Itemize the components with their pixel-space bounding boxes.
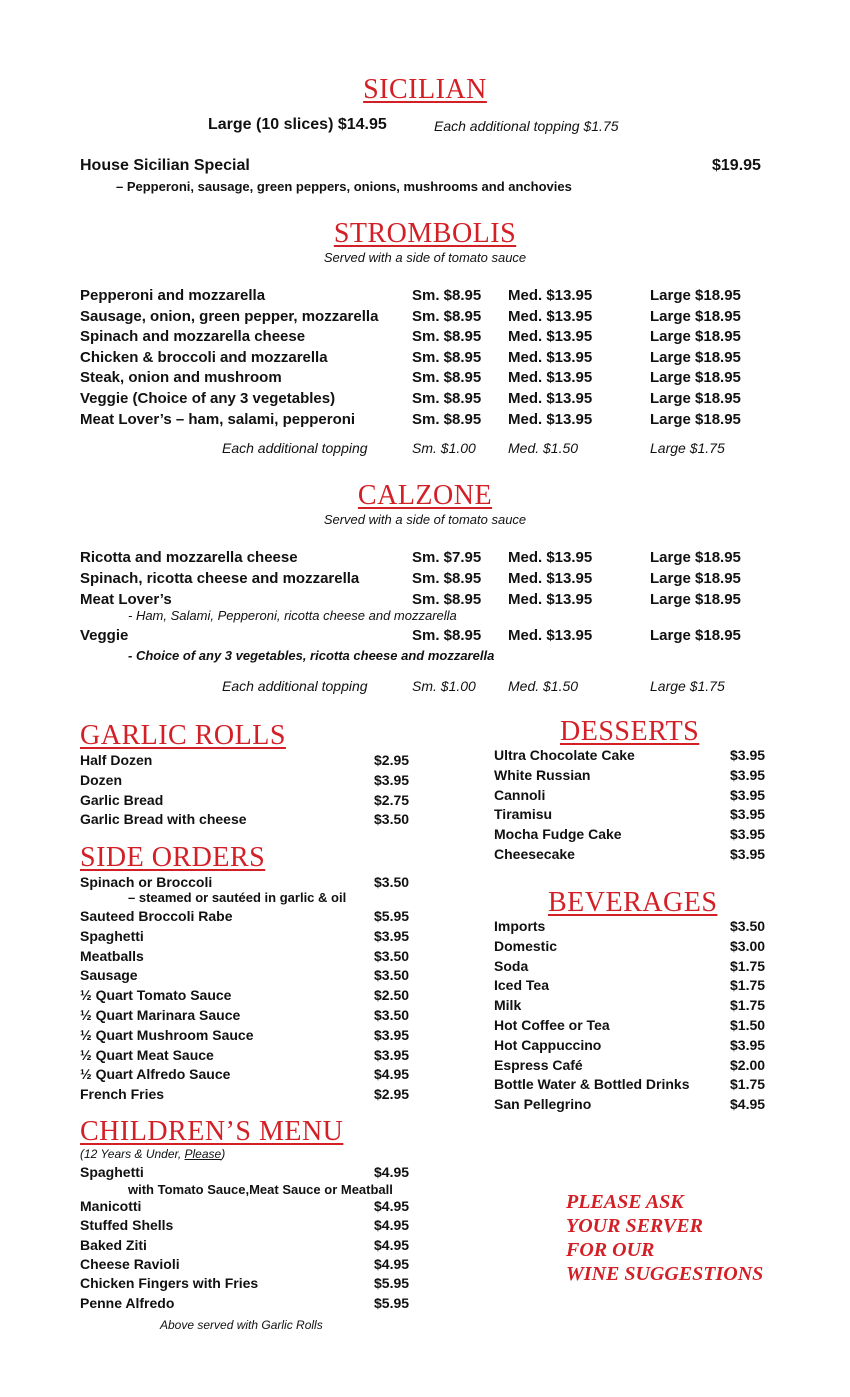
beverage-item-name: Bottle Water & Bottled Drinks — [494, 1076, 690, 1093]
stromboli-item-name: Sausage, onion, green pepper, mozzarella — [80, 307, 379, 325]
calzone-item-small-price: Sm. $7.95 — [412, 549, 482, 566]
stromboli-topping-large: Large $1.75 — [650, 440, 725, 456]
stromboli-item-small-price: Sm. $8.95 — [412, 390, 482, 407]
stromboli-item-small-price: Sm. $8.95 — [412, 328, 482, 346]
beverage-item-price: $1.75 — [730, 997, 766, 1014]
childrens-item-name: Cheese Ravioli — [80, 1255, 180, 1272]
stromboli-item-name: Meat Lover’s – ham, salami, pepperoni — [80, 410, 356, 428]
garlic-roll-item-name: Garlic Bread with cheese — [80, 811, 247, 828]
garlic-roll-item-name: Dozen — [80, 771, 122, 788]
dessert-item-name: Cheesecake — [494, 846, 575, 862]
stromboli-item-large-price: Large $18.95 — [650, 287, 741, 304]
garlic-roll-item-price: $2.75 — [374, 791, 410, 808]
side-order-item-name: Meatballs — [80, 947, 144, 964]
beverage-item-price: $3.50 — [730, 918, 766, 934]
calzone-item-medium-price: Med. $13.95 — [508, 591, 593, 608]
calzone-meat-lovers-description: - Ham, Salami, Pepperoni, ricotta cheese and mozzarella — [128, 608, 457, 623]
stromboli-item-large-price: Large $18.95 — [650, 369, 741, 387]
side-order-item-price: $3.50 — [374, 967, 410, 984]
calzone-item-large-price: Large $18.95 — [650, 591, 741, 608]
beverages-heading: BEVERAGES — [548, 887, 718, 918]
calzone-item-small-price: Sm. $8.95 — [412, 627, 482, 644]
childrens-item-price: $4.95 — [374, 1198, 410, 1214]
side-order-item-name: ½ Quart Meat Sauce — [80, 1046, 214, 1063]
wine-note-line: PLEASE ASK — [566, 1191, 684, 1213]
side-order-item-name: French Fries — [80, 1086, 165, 1103]
childrens-item-price: $4.95 — [374, 1217, 410, 1234]
dessert-item-name: Cannoli — [494, 786, 546, 803]
wine-suggestions-note — [566, 1190, 763, 1286]
dessert-item-name: Tiramisu — [494, 806, 553, 823]
calzone-topping-medium: Med. $1.50 — [508, 678, 579, 694]
house-sicilian-special-name: House Sicilian Special — [80, 157, 250, 174]
strombolis-subtitle: Served with a side of tomato sauce — [323, 250, 527, 265]
dessert-item-price: $3.95 — [730, 806, 766, 823]
beverage-item-name: Iced Tea — [494, 977, 549, 994]
childrens-item-name: Chicken Fingers with Fries — [80, 1275, 259, 1292]
side-order-item-price: $2.50 — [374, 987, 410, 1004]
stromboli-item-name: Spinach and mozzarella cheese — [80, 328, 306, 346]
beverage-item-name: Milk — [494, 997, 522, 1014]
childrens-item-name: Penne Alfredo — [80, 1294, 175, 1311]
stromboli-topping-medium: Med. $1.50 — [508, 440, 579, 456]
beverage-item-name: Domestic — [494, 937, 558, 954]
stromboli-topping-small: Sm. $1.00 — [412, 440, 476, 456]
dessert-item-price: $3.95 — [730, 826, 766, 843]
dessert-item-price: $3.95 — [730, 786, 766, 803]
beverage-item-name: Imports — [494, 918, 546, 934]
house-sicilian-special-description: – Pepperoni, sausage, green peppers, onions, mushrooms and anchovies — [116, 179, 572, 194]
childrens-item-price: $4.95 — [374, 1236, 410, 1253]
stromboli-item-large-price: Large $18.95 — [650, 328, 741, 346]
side-order-item-price: $4.95 — [374, 1066, 410, 1083]
garlic-roll-item-price: $3.50 — [374, 811, 410, 828]
childrens-age-note-prefix: (12 Years & Under, — [80, 1147, 185, 1161]
stromboli-item-large-price: Large $18.95 — [650, 307, 741, 325]
childrens-menu-heading: CHILDREN’S MENU — [80, 1116, 344, 1147]
calzone-item-small-price: Sm. $8.95 — [412, 591, 482, 608]
side-order-item-name: Sauteed Broccoli Rabe — [80, 908, 233, 924]
side-spinach-broccoli-description: – steamed or sautéed in garlic & oil — [128, 890, 347, 905]
garlic-roll-item-name: Garlic Bread — [80, 791, 164, 808]
stromboli-item-medium-price: Med. $13.95 — [508, 369, 593, 387]
beverage-item-price: $1.75 — [730, 957, 766, 974]
side-spinach-broccoli-price: $3.50 — [374, 874, 410, 890]
side-order-item-price: $3.50 — [374, 1007, 410, 1023]
calzone-topping-small: Sm. $1.00 — [412, 678, 476, 694]
dessert-item-price: $3.95 — [730, 766, 766, 783]
side-spinach-broccoli-name: Spinach or Broccoli — [80, 874, 213, 890]
wine-note-line: FOR OUR — [566, 1239, 655, 1261]
childrens-item-price: $5.95 — [374, 1294, 410, 1311]
side-order-item-name: ½ Quart Marinara Sauce — [80, 1007, 241, 1023]
beverage-item-price: $1.75 — [730, 1076, 766, 1093]
childrens-age-note-suffix: ) — [221, 1147, 226, 1161]
calzone-item-large-price: Large $18.95 — [650, 627, 741, 644]
garlic-roll-item-price: $2.95 — [374, 752, 410, 768]
childrens-menu-footer: Above served with Garlic Rolls — [160, 1318, 323, 1332]
calzone-topping-label: Each additional topping — [222, 678, 368, 694]
beverage-item-price: $1.75 — [730, 977, 766, 994]
calzone-item-medium-price: Med. $13.95 — [508, 627, 593, 644]
stromboli-item-medium-price: Med. $13.95 — [508, 287, 593, 304]
stromboli-item-medium-price: Med. $13.95 — [508, 307, 593, 325]
calzone-heading: CALZONE — [357, 480, 493, 511]
calzone-item-medium-price: Med. $13.95 — [508, 570, 593, 587]
beverage-item-price: $2.00 — [730, 1056, 766, 1073]
dessert-item-price: $3.95 — [730, 846, 766, 862]
children-spaghetti-name: Spaghetti — [80, 1164, 144, 1180]
calzone-item-small-price: Sm. $8.95 — [412, 570, 482, 587]
calzone-item-name: Veggie — [80, 627, 129, 644]
beverage-item-price: $4.95 — [730, 1096, 766, 1113]
garlic-roll-item-price: $3.95 — [374, 771, 410, 788]
strombolis-heading: STROMBOLIS — [333, 218, 517, 249]
stromboli-item-large-price: Large $18.95 — [650, 410, 741, 428]
stromboli-item-large-price: Large $18.95 — [650, 348, 741, 366]
side-order-item-price: $3.95 — [374, 1026, 410, 1043]
calzone-item-name: Ricotta and mozzarella cheese — [80, 549, 298, 566]
calzone-item-medium-price: Med. $13.95 — [508, 549, 593, 566]
dessert-item-name: White Russian — [494, 766, 591, 783]
side-order-item-name: ½ Quart Mushroom Sauce — [80, 1026, 254, 1043]
childrens-age-note — [80, 1147, 225, 1161]
calzone-item-name: Meat Lover’s — [80, 591, 172, 608]
childrens-item-price: $4.95 — [374, 1255, 410, 1272]
stromboli-item-large-price: Large $18.95 — [650, 390, 741, 407]
stromboli-item-small-price: Sm. $8.95 — [412, 410, 482, 428]
childrens-age-note-please: Please — [184, 1147, 222, 1161]
beverage-item-name: Hot Coffee or Tea — [494, 1017, 610, 1033]
dessert-item-price: $3.95 — [730, 747, 766, 763]
sicilian-heading: SICILIAN — [363, 74, 487, 105]
calzone-item-name: Spinach, ricotta cheese and mozzarella — [80, 570, 360, 587]
side-order-item-price: $2.95 — [374, 1086, 410, 1103]
side-orders-heading: SIDE ORDERS — [80, 842, 266, 873]
wine-note-line: WINE SUGGESTIONS — [566, 1263, 764, 1285]
beverage-item-name: Hot Cappuccino — [494, 1036, 602, 1053]
calzone-item-large-price: Large $18.95 — [650, 570, 741, 587]
wine-note-line: YOUR SERVER — [566, 1215, 703, 1237]
calzone-item-large-price: Large $18.95 — [650, 549, 741, 566]
sicilian-large-price: Large (10 slices) $14.95 — [208, 116, 387, 133]
stromboli-item-name: Steak, onion and mushroom — [80, 369, 282, 387]
garlic-roll-item-name: Half Dozen — [80, 752, 153, 768]
stromboli-item-small-price: Sm. $8.95 — [412, 348, 482, 366]
stromboli-item-small-price: Sm. $8.95 — [412, 287, 482, 304]
stromboli-item-medium-price: Med. $13.95 — [508, 328, 593, 346]
garlic-rolls-heading: GARLIC ROLLS — [80, 720, 286, 751]
side-order-item-name: ½ Quart Tomato Sauce — [80, 987, 232, 1004]
side-order-item-name: ½ Quart Alfredo Sauce — [80, 1066, 231, 1083]
children-spaghetti-description: with Tomato Sauce,Meat Sauce or Meatball — [128, 1182, 393, 1197]
side-order-item-price: $3.95 — [374, 927, 410, 944]
sicilian-topping-price: Each additional topping $1.75 — [434, 118, 619, 134]
dessert-item-name: Ultra Chocolate Cake — [494, 747, 635, 763]
side-order-item-name: Spaghetti — [80, 927, 144, 944]
childrens-item-name: Manicotti — [80, 1198, 142, 1214]
stromboli-item-medium-price: Med. $13.95 — [508, 410, 593, 428]
stromboli-item-name: Veggie (Choice of any 3 vegetables) — [80, 390, 336, 407]
side-order-item-name: Sausage — [80, 967, 138, 984]
beverage-item-price: $3.00 — [730, 937, 766, 954]
children-spaghetti-price: $4.95 — [374, 1164, 410, 1180]
stromboli-item-name: Pepperoni and mozzarella — [80, 287, 266, 304]
stromboli-item-small-price: Sm. $8.95 — [412, 307, 482, 325]
beverage-item-price: $1.50 — [730, 1017, 766, 1033]
dessert-item-name: Mocha Fudge Cake — [494, 826, 622, 843]
stromboli-item-medium-price: Med. $13.95 — [508, 348, 593, 366]
childrens-item-price: $5.95 — [374, 1275, 410, 1292]
side-order-item-price: $3.50 — [374, 947, 410, 964]
calzone-topping-large: Large $1.75 — [650, 678, 725, 694]
calzone-veggie-description: - Choice of any 3 vegetables, ricotta cheese and mozzarella — [128, 648, 495, 663]
side-order-item-price: $5.95 — [374, 908, 410, 924]
beverage-item-name: Espress Café — [494, 1056, 583, 1073]
stromboli-item-small-price: Sm. $8.95 — [412, 369, 482, 387]
stromboli-item-name: Chicken & broccoli and mozzarella — [80, 348, 328, 366]
beverage-item-name: Soda — [494, 957, 529, 974]
side-order-item-price: $3.95 — [374, 1046, 410, 1063]
calzone-subtitle: Served with a side of tomato sauce — [323, 512, 527, 527]
desserts-heading: DESSERTS — [560, 716, 700, 747]
beverage-item-name: San Pellegrino — [494, 1096, 592, 1113]
stromboli-topping-label: Each additional topping — [222, 440, 368, 456]
childrens-item-name: Baked Ziti — [80, 1236, 147, 1253]
stromboli-item-medium-price: Med. $13.95 — [508, 390, 593, 407]
childrens-item-name: Stuffed Shells — [80, 1217, 174, 1234]
beverage-item-price: $3.95 — [730, 1036, 766, 1053]
house-sicilian-special-price: $19.95 — [712, 157, 761, 174]
